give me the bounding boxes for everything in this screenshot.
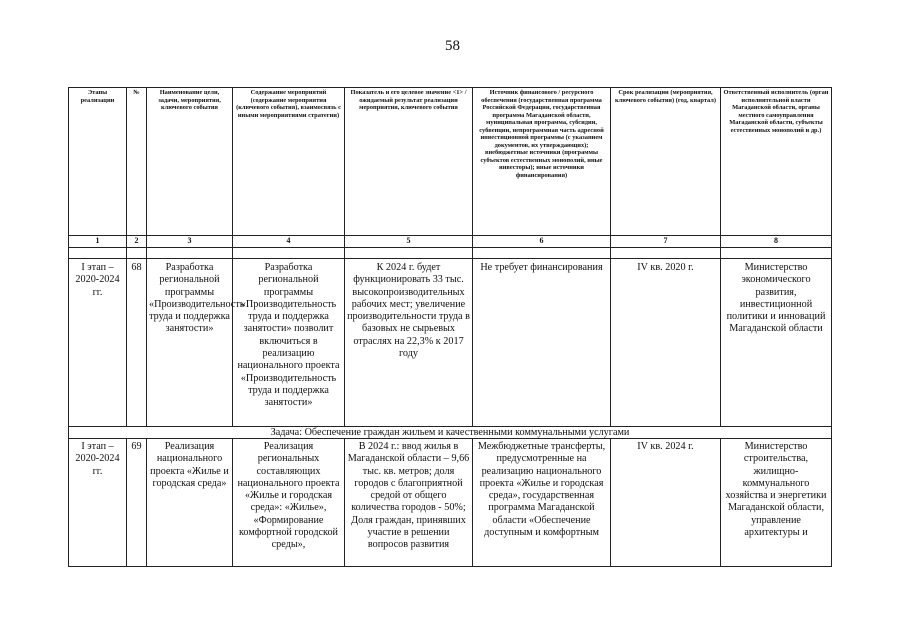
number-cell: 69 (127, 439, 147, 567)
column-number: 5 (345, 236, 473, 248)
spacer-cell (69, 248, 127, 259)
header-executor: Ответственный исполнитель (орган исполнительной власти Магаданской области, органы местного самоуправления Магаданской области, субъекты естественных монополий и др.) (721, 88, 832, 236)
table-row (69, 259, 832, 427)
column-number: 1 (69, 236, 127, 248)
header-term: Срок реализации (мероприятия, ключевого события) (год, квартал) (611, 88, 721, 236)
header-row (69, 88, 832, 236)
strategy-table (68, 87, 832, 567)
spacer-cell (147, 248, 233, 259)
column-number: 3 (147, 236, 233, 248)
source-cell: Межбюджетные трансферты, предусмотренные на реализацию национального проекта «Жилье и городская среда», государственная программа Магаданской области «Обеспечение доступным и комфортным (473, 439, 611, 567)
spacer-cell (233, 248, 345, 259)
indicator-cell: К 2024 г. будет функционировать 33 тыс. высокопроизводительных рабочих мест; увеличение производительности труда в базовых не сырьевых отраслях на 22,3% к 2017 году (345, 259, 473, 427)
column-number: 7 (611, 236, 721, 248)
page-number: 58 (445, 38, 460, 54)
stage-cell: I этап – 2020-2024 гг. (69, 439, 127, 567)
spacer-cell (721, 248, 832, 259)
spacer-row (69, 248, 832, 259)
header-indicator: Показатель и его целевое значение <1> /ожидаемый результат реализации мероприятия, ключевого события (345, 88, 473, 236)
spacer-cell (611, 248, 721, 259)
column-number: 2 (127, 236, 147, 248)
header-content: Содержание мероприятий (содержание мероприятия (ключевого события), взаимосвязь с иными мероприятиями стратегии) (233, 88, 345, 236)
stage-cell: I этап – 2020-2024 гг. (69, 259, 127, 427)
name-cell: Реализация национального проекта «Жилье и городская среда» (147, 439, 233, 567)
executor-cell: Министерство строительства, жилищно-коммунального хозяйства и энергетики Магаданской области, управление архитектуры и (721, 439, 832, 567)
term-cell: IV кв. 2020 г. (611, 259, 721, 427)
header-source: Источник финансового / ресурсного обеспечения (государственная программа Российской Федерации, государственная программа Магаданской области, муниципальная программа, субсидии, субвенции, непрограммная часть адресной инвестиционной программы (с указанием документов, их утверждающих); внебюджетные источники (программы субъектов естественных монополий, иные инвесторы); иные источники финансирования) (473, 88, 611, 236)
content-cell: Разработка региональной программы «Производительность труда и поддержка занятости» позволит включиться в реализацию национального проекта «Производительность труда и поддержка занятости» (233, 259, 345, 427)
task-row (69, 427, 832, 439)
column-number-row (69, 236, 832, 248)
source-cell: Не требует финансирования (473, 259, 611, 427)
spacer-cell (473, 248, 611, 259)
header-name: Наименование цели, задачи, мероприятия, ключевого события (147, 88, 233, 236)
indicator-cell: В 2024 г.: ввод жилья в Магаданской области – 9,66 тыс. кв. метров; доля городов с благоприятной средой от общего количества городов - 50%; Доля граждан, принявших участие в решении вопросов развития (345, 439, 473, 567)
column-number: 4 (233, 236, 345, 248)
table-row (69, 439, 832, 567)
term-cell: IV кв. 2024 г. (611, 439, 721, 567)
column-number: 8 (721, 236, 832, 248)
header-stages: Этапы реализации (69, 88, 127, 236)
content-cell: Реализация региональных составляющих национального проекта «Жилье и городская среда»: «Жилье», «Формирование комфортной городской среды», (233, 439, 345, 567)
task-title: Задача: Обеспечение граждан жильем и качественными коммунальными услугами (69, 427, 832, 439)
column-number: 6 (473, 236, 611, 248)
executor-cell: Министерство экономического развития, инвестиционной политики и инноваций Магаданской области (721, 259, 832, 427)
number-cell: 68 (127, 259, 147, 427)
spacer-cell (127, 248, 147, 259)
header-number: № (127, 88, 147, 236)
spacer-cell (345, 248, 473, 259)
name-cell: Разработка региональной программы «Производительность труда и поддержка занятости» (147, 259, 233, 427)
